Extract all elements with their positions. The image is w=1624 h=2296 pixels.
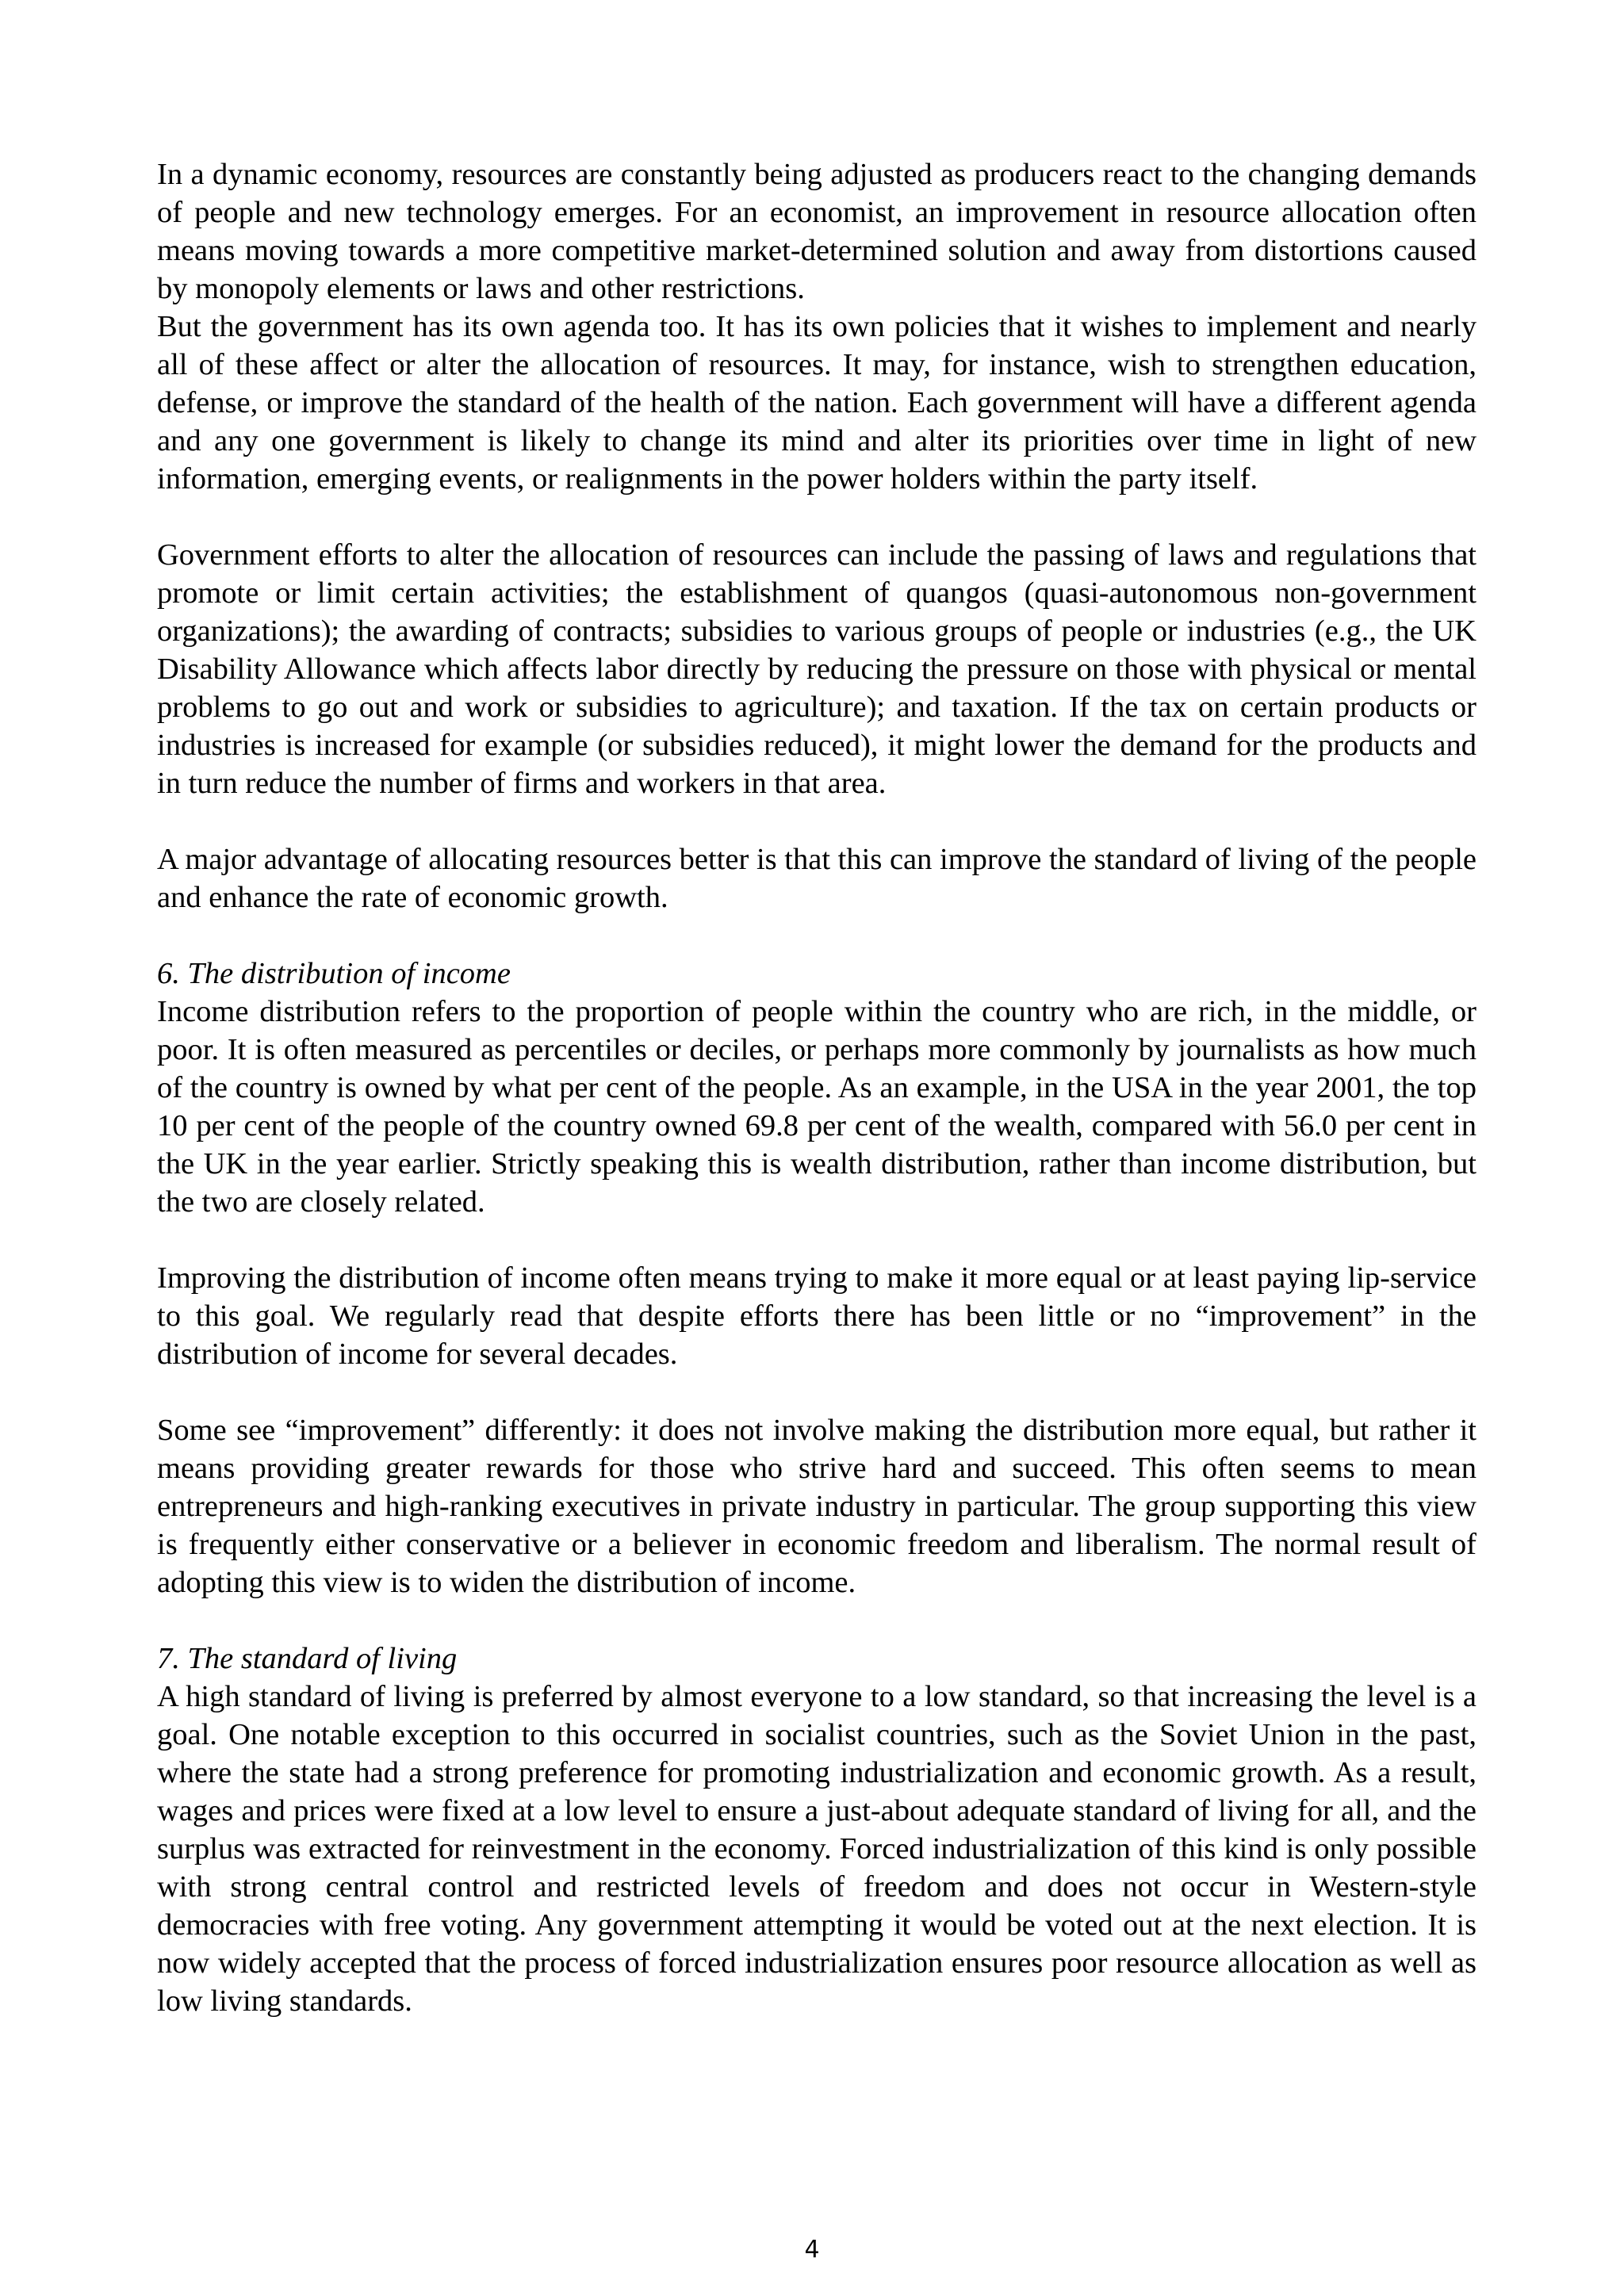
paragraph-standard-of-living: A high standard of living is preferred by almost everyone to a low standard, so that increasing the level is a goal. One notable exception to this occurred in socialist countries, such as the Soviet Union in the past, where the state had a strong preference for promoting industrialization and economic growth. As a result, wages and prices were fixed at a low level to ensure a just-about adequate standard of living for all, and the surplus was extracted for reinvestment in the economy. Forced industrialization of this kind is only possible with strong central control and restricted levels of freedom and does not occur in Western-style democracies with free voting. Any government attempting it would be voted out at the next election. It is now widely accepted that the process of forced industrialization ensures poor resource allocation as well as low living standards. [157,1680,1477,2018]
paragraph-improving-distribution: Improving the distribution of income often means trying to make it more equal or at least paying lip-service to this goal. We regularly read that despite efforts there has been little or no “improvement” in the distribution of income for several decades. [157,1261,1477,1371]
paragraph-resource-adjustment: In a dynamic economy, resources are constantly being adjusted as producers react to the changing demands of people and new technology emerges. For an economist, an improvement in resource allocation often means moving towards a more competitive market-determined solution and away from distortions caused by monopoly elements or laws and other restrictions. [157,158,1477,305]
section-heading-standard-of-living: 7. The standard of living [157,1642,458,1675]
paragraph-government-agenda: But the government has its own agenda too. It has its own policies that it wishes to implement and nearly all of these affect or alter the allocation of resources. It may, for instance, wish to strengthen education, defense, or improve the standard of the health of the nation. Each government will have a different agenda and any one government is likely to change its mind and alter its priorities over time in light of new information, emerging events, or realignments in the power holders within the party itself. [157,310,1477,496]
paragraph-allocation-advantage: A major advantage of allocating resources better is that this can improve the standard of living of the people and enhance the rate of economic growth. [157,843,1477,914]
page-number: 4 [804,2236,820,2263]
paragraph-improvement-differently: Some see “improvement” differently: it does not involve making the distribution more equal, but rather it means providing greater rewards for those who strive hard and succeed. This often seems to mean entrepreneurs and high-ranking executives in private industry in particular. The group supporting this view is frequently either conservative or a believer in economic freedom and liberalism. The normal result of adopting this view is to widen the distribution of income. [157,1414,1477,1599]
paragraph-government-efforts: Government efforts to alter the allocation of resources can include the passing of laws and regulations that promote or limit certain activities; the establishment of quangos (quasi-autonomous non-government organizations); the awarding of contracts; subsidies to various groups of people or industries (e.g., the UK Disability Allowance which affects labor directly by reducing the pressure on those with physical or mental problems to go out and work or subsidies to agriculture); and taxation. If the tax on certain products or industries is increased for example (or subsidies reduced), it might lower the demand for the products and in turn reduce the number of firms and workers in that area. [157,538,1477,800]
paragraph-income-distribution: Income distribution refers to the proportion of people within the country who are rich, in the middle, or poor. It is often measured as percentiles or deciles, or perhaps more commonly by journalists as how much of the country is owned by what per cent of the people. As an example, in the USA in the year 2001, the top 10 per cent of the people of the country owned 69.8 per cent of the wealth, compared with 56.0 per cent in the UK in the year earlier. Strictly speaking this is wealth distribution, rather than income distribution, but the two are closely related. [157,995,1477,1219]
section-heading-distribution-of-income: 6. The distribution of income [157,957,511,990]
page-body [157,155,1477,2020]
